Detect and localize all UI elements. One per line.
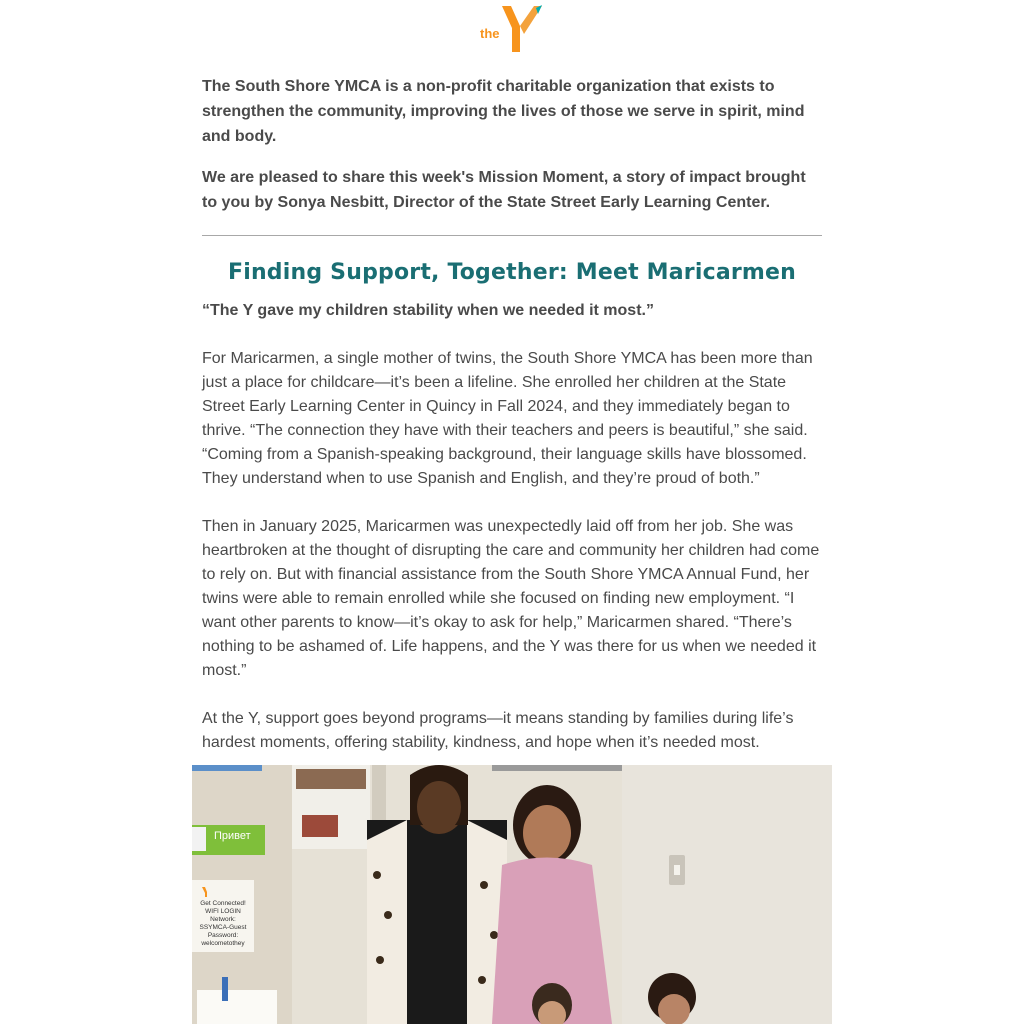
wall-sign-text: Привет: [214, 830, 251, 842]
wifi-sign-line: Password:: [207, 932, 239, 939]
story-quote: “The Y gave my children stability when we needed it most.”: [202, 302, 654, 319]
ymca-logo-icon: [478, 4, 546, 56]
divider: [202, 235, 822, 236]
wifi-sign-line: Get Connected!: [200, 900, 246, 907]
story-paragraph: For Maricarmen, a single mother of twins, the South Shore YMCA has been more than just a place for childcare—it’s been a lifeline. She enrolled her children at the State Street Early Learning Center in Quincy in Fall 2024, and they immediately began to thrive. “The connection they have with their teachers and peers is beautiful,” she said. “Coming from a Spanish-speaking background, their language skills have blossomed. They understand when to use Spanish and English, and they’re proud of both.”: [202, 350, 813, 487]
story-paragraph: At the Y, support goes beyond programs—it means standing by families during life’s hardest moments, offering stability, kindness, and hope when it’s needed most.: [202, 710, 794, 751]
story-headline: Finding Support, Together: Meet Maricarmen: [227, 260, 797, 285]
wifi-sign-line: SSYMCA-Guest: [199, 924, 247, 931]
wifi-sign-line: welcometothey: [201, 940, 245, 947]
wifi-sign-line: WIFI LOGIN: [205, 908, 241, 915]
intro-mission-moment-text: We are pleased to share this week's Mission Moment, a story of impact brought to you by Sonya Nesbitt, Director of the State Street Early Learning Center.: [202, 169, 806, 211]
wifi-sign-line: Network:: [210, 916, 236, 923]
story-photo: [192, 765, 832, 1024]
story-paragraph: Then in January 2025, Maricarmen was unexpectedly laid off from her job. She was heartbroken at the thought of disrupting the care and community her children had come to rely on. But with financial assistance from the South Shore YMCA Annual Fund, her twins were able to remain enrolled while she focused on finding new employment. “I want other parents to know—it’s okay to ask for help,” Maricarmen shared. “There’s nothing to be ashamed of. Life happens, and the Y was there for us when we needed it most.”: [202, 518, 820, 679]
ymca-logo[interactable]: [478, 4, 546, 56]
logo-the-text: the: [480, 26, 500, 41]
intro-mission-text: The South Shore YMCA is a non-profit charitable organization that exists to strengthen the community, improving the lives of those we serve in spirit, mind and body.: [202, 78, 805, 145]
